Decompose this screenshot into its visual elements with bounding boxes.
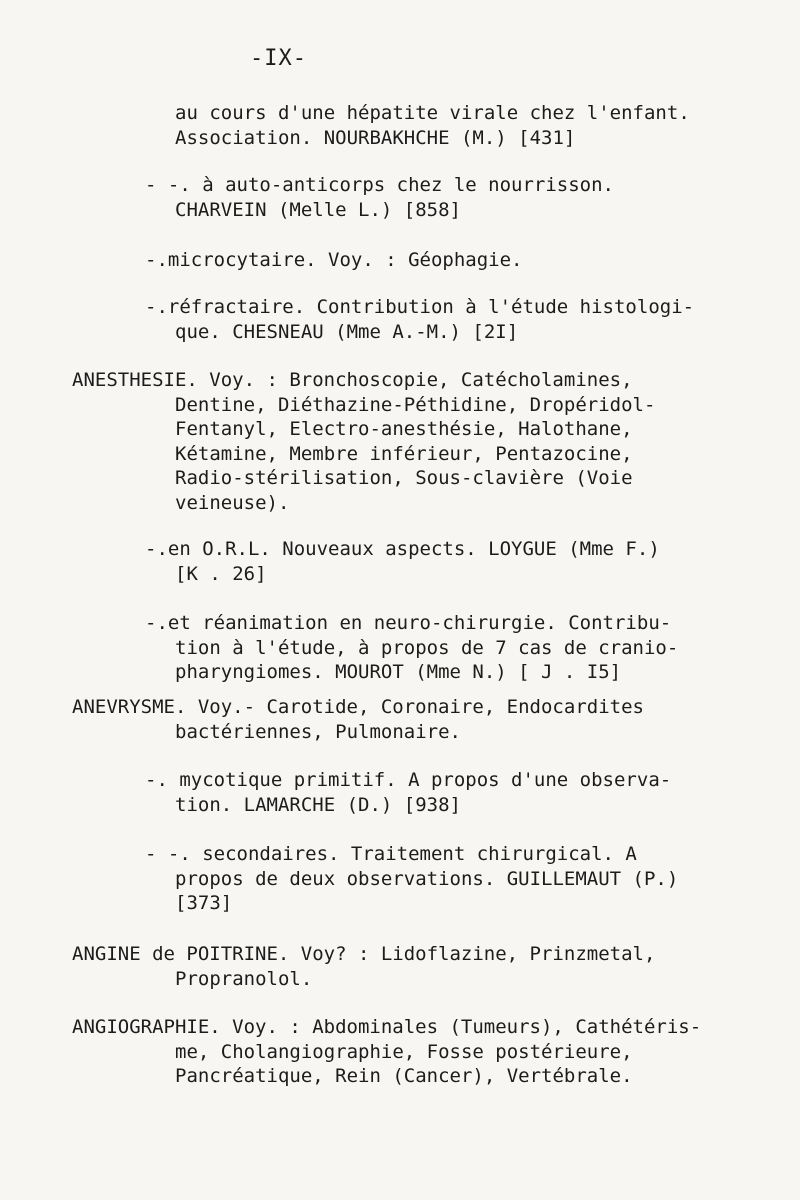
entry-line: [373] bbox=[175, 892, 233, 914]
index-entry bbox=[175, 101, 690, 150]
entry-line: - -. à auto-anticorps chez le nourrisson. bbox=[145, 174, 614, 196]
page-number: -IX- bbox=[250, 46, 307, 71]
index-entry bbox=[72, 695, 644, 744]
index-entry bbox=[72, 942, 655, 991]
entry-line: - -. secondaires. Traitement chirurgical. A bbox=[145, 843, 637, 865]
entry-line: ANESTHESIE. Voy. : Bronchoscopie, Catécholamines, bbox=[72, 369, 633, 391]
entry-line: -.et réanimation en neuro-chirurgie. Contribu- bbox=[145, 612, 672, 634]
entry-line: tion à l'étude, à propos de 7 cas de cranio- bbox=[175, 636, 679, 659]
index-entry bbox=[72, 368, 655, 515]
entry-line: ANGINE de POITRINE. Voy? : Lidoflazine, Prinzmetal, bbox=[72, 943, 656, 965]
entry-line: me, Cholangiographie, Fosse postérieure, bbox=[175, 1040, 633, 1063]
entry-line: Pancréatique, Rein (Cancer), Vertébrale. bbox=[175, 1065, 633, 1087]
entry-line: Radio-stérilisation, Sous-clavière (Voie bbox=[175, 467, 633, 489]
entry-line: que. CHESNEAU (Mme A.-M.) [2I] bbox=[175, 320, 519, 343]
entry-line: Dentine, Diéthazine-Péthidine, Dropéridol- bbox=[175, 393, 656, 416]
entry-line: tion. LAMARCHE (D.) [938] bbox=[175, 793, 461, 816]
entry-line: -.microcytaire. Voy. : Géophagie. bbox=[145, 249, 523, 271]
index-entry bbox=[145, 537, 660, 586]
index-entry bbox=[145, 768, 671, 817]
entry-line: ANGIOGRAPHIE. Voy. : Abdominales (Tumeurs), Cathétéris- bbox=[72, 1016, 702, 1038]
index-entry bbox=[145, 842, 678, 916]
entry-line: veineuse). bbox=[175, 491, 290, 514]
index-entry bbox=[72, 1015, 701, 1089]
entry-line: pharyngiomes. MOUROT (Mme N.) [ J . I5] bbox=[175, 661, 622, 683]
entry-line: [K . 26] bbox=[175, 562, 267, 585]
entry-line: Kétamine, Membre inférieur, Pentazocine, bbox=[175, 442, 633, 465]
entry-line: propos de deux observations. GUILLEMAUT (P.) bbox=[175, 867, 679, 890]
index-entry bbox=[145, 611, 678, 685]
entry-line: Propranolol. bbox=[175, 967, 313, 990]
entry-line: -.en O.R.L. Nouveaux aspects. LOYGUE (Mme F.) bbox=[145, 538, 660, 560]
entry-line: au cours d'une hépatite virale chez l'enfant. bbox=[175, 102, 690, 124]
entry-line: ANEVRYSME. Voy.- Carotide, Coronaire, Endocardites bbox=[72, 696, 644, 718]
entry-line: bactériennes, Pulmonaire. bbox=[175, 720, 461, 743]
entry-line: Fentanyl, Electro-anesthésie, Halothane, bbox=[175, 418, 633, 440]
entry-line: -. mycotique primitif. A propos d'une observa- bbox=[145, 769, 672, 791]
entry-line: -.réfractaire. Contribution à l'étude histologi- bbox=[145, 296, 695, 318]
index-entry bbox=[145, 295, 694, 344]
entry-line: CHARVEIN (Melle L.) [858] bbox=[175, 198, 461, 221]
index-entry bbox=[145, 248, 523, 273]
entry-line: Association. NOURBAKHCHE (M.) [431] bbox=[175, 126, 576, 149]
index-entry bbox=[145, 173, 614, 222]
